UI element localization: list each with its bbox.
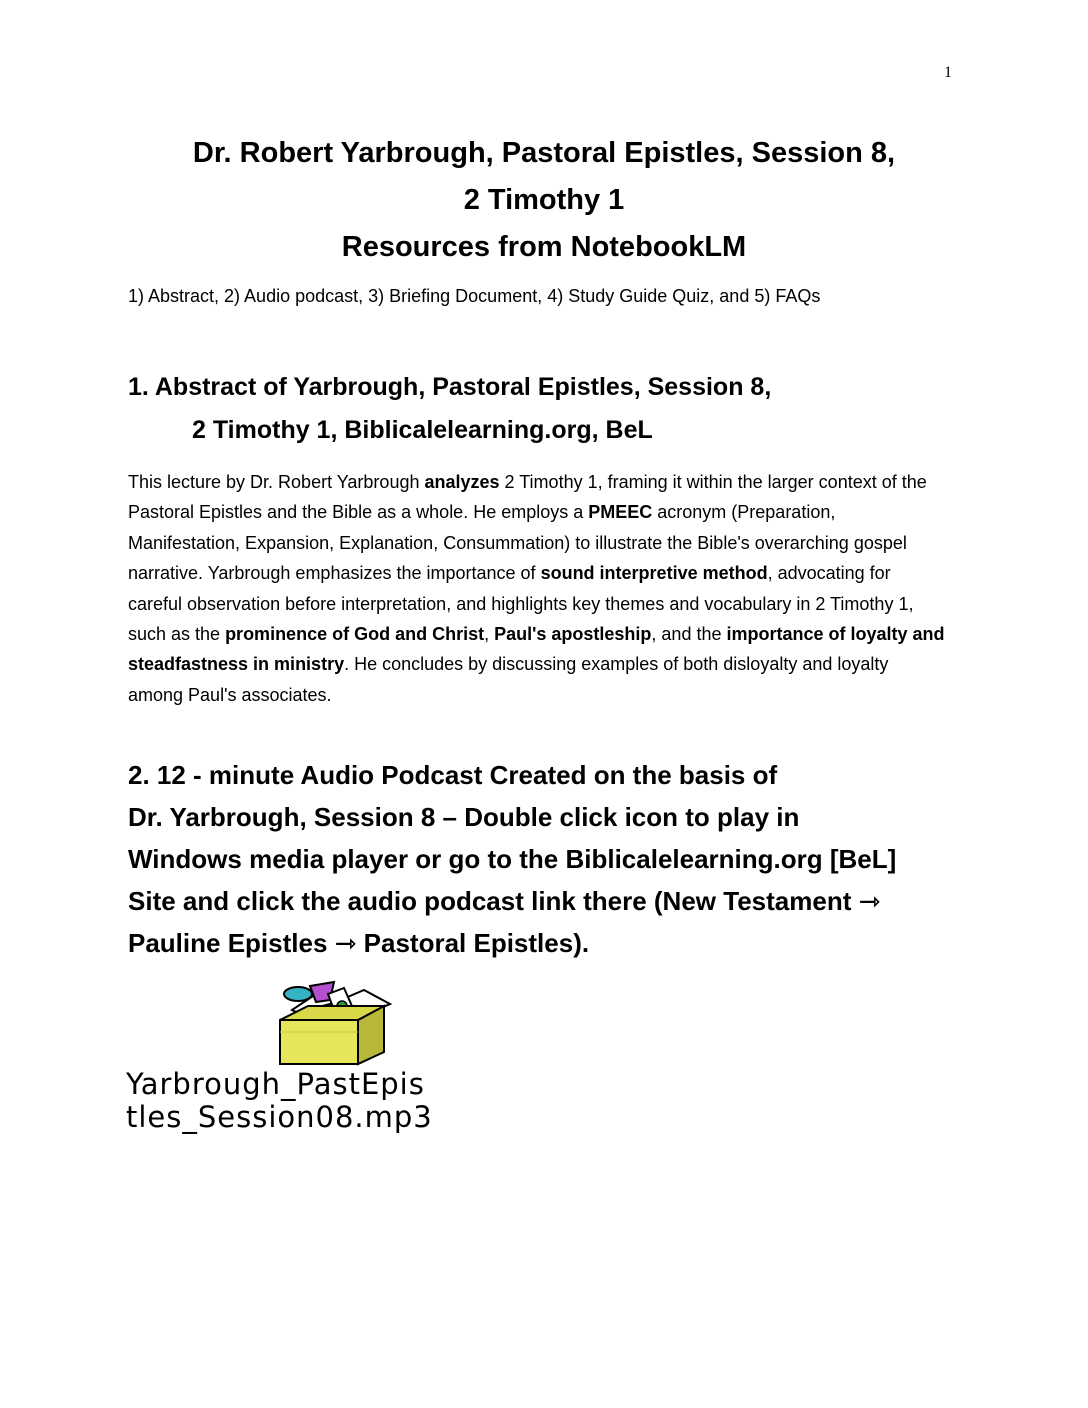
section-2-heading-line-5 <box>128 922 896 964</box>
attachment-filename[interactable] <box>126 1068 433 1134</box>
section-2-heading-line-2: Dr. Yarbrough, Session 8 – Double click icon to play in <box>128 802 800 832</box>
abstract-bold: Paul's apostleship <box>494 624 652 645</box>
title-line-1: Dr. Robert Yarbrough, Pastoral Epistles, Session 8, <box>192 137 896 169</box>
filename-line-2: tles_Session08.mp3 <box>126 1100 433 1134</box>
section-2-heading-line-1: 2. 12 - minute Audio Podcast Created on the basis of <box>128 760 778 790</box>
abstract-text: This lecture by Dr. Robert Yarbrough <box>128 472 425 492</box>
arrow-icon: ⇾ <box>334 928 357 958</box>
abstract-bold: PMEEC <box>588 502 653 523</box>
document-title <box>0 130 1088 271</box>
arrow-icon: ⇾ <box>858 886 881 916</box>
section-1-heading <box>128 366 771 452</box>
page-number: 1 <box>944 64 952 81</box>
abstract-bold: importance of loyalty and steadfastness in ministry <box>128 624 945 675</box>
section-2-heading <box>128 754 896 964</box>
abstract-text: , <box>484 624 495 645</box>
resources-list: 1) Abstract, 2) Audio podcast, 3) Briefing Document, 4) Study Guide Quiz, and 5) FAQs <box>128 286 821 306</box>
abstract-bold: prominence of God and Christ <box>225 624 485 645</box>
section-1-heading-line-1: 1. Abstract of Yarbrough, Pastoral Epistles, Session 8, <box>128 373 772 401</box>
abstract-text: , and the <box>651 624 727 645</box>
abstract-bold: sound interpretive method <box>540 563 768 584</box>
abstract-bold: analyzes <box>424 472 500 492</box>
filename-line-1: Yarbrough_PastEpis <box>126 1067 425 1101</box>
title-line-3: Resources from NotebookLM <box>341 231 747 263</box>
abstract-text: . He concludes by discussing examples of both disloyalty and loyalty among Paul's associates. <box>128 654 889 705</box>
section-2-heading-line-4 <box>128 880 896 922</box>
abstract-text: , advocating for careful observation before interpretation, and highlights key themes and vocabulary in 2 Timothy 1, such as the <box>128 563 914 645</box>
section-1-heading-line-2: 2 Timothy 1, Biblicalelearning.org, BeL <box>192 416 653 444</box>
package-icon[interactable] <box>272 980 396 1066</box>
section-2-heading-text: Site and click the audio podcast link there (New Testament <box>128 886 859 916</box>
abstract-text: 2 Timothy 1, framing it within the larger context of the Pastoral Epistles and the Bible as a whole. He employs a <box>128 472 927 523</box>
abstract-text: acronym (Preparation, Manifestation, Expansion, Explanation, Consummation) to illustrate the Bible's overarching gospel narrative. Yarbrough emphasizes the importance of <box>128 502 907 584</box>
audio-attachment[interactable] <box>126 980 433 1134</box>
section-2-heading-line-3: Windows media player or go to the Biblicalelearning.org [BeL] <box>128 844 897 874</box>
title-line-2: 2 Timothy 1 <box>463 184 625 216</box>
section-2-heading-text: Pauline Epistles <box>128 928 335 958</box>
section-2-heading-text: Pastoral Epistles). <box>356 928 590 958</box>
abstract-paragraph <box>128 467 948 710</box>
